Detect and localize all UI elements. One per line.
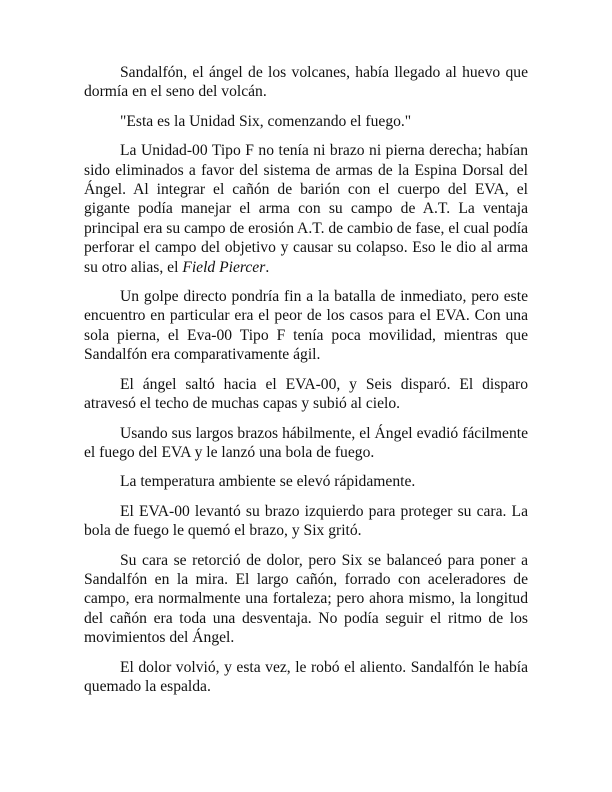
paragraph: Usando sus largos brazos hábilmente, el Ángel evadió fácilmente el fuego del EVA y le lanzó una bola de fuego. — [84, 424, 528, 461]
paragraph-text: La Unidad-00 Tipo F no tenía ni brazo ni pierna derecha; habían sido eliminados a favor del sistema de armas de la Espina Dorsal del Ángel. Al integrar el cañón de barión con el cuerpo del EVA, el gigante podía manejar el arma con su campo de A.T. La ventaja principal era su campo de erosión A.T. de cambio de fase, el cual podía perforar el campo del objetivo y causar su colapso. Eso le dio al arma su otro alias, el — [84, 142, 528, 276]
paragraph: El EVA-00 levantó su brazo izquierdo para proteger su cara. La bola de fuego le quemó el brazo, y Six gritó. — [84, 502, 528, 540]
paragraph: Sandalfón, el ángel de los volcanes, había llegado al huevo que dormía en el seno del volcán. — [84, 64, 528, 101]
italic-alias: Field Piercer — [182, 258, 266, 276]
document-page — [84, 63, 528, 706]
paragraph: El dolor volvió, y esta vez, le robó el aliento. Sandalfón le había quemado la espalda. — [84, 658, 528, 695]
paragraph — [84, 141, 528, 277]
paragraph: La temperatura ambiente se elevó rápidamente. — [120, 473, 416, 491]
paragraph: Su cara se retorció de dolor, pero Six se balanceó para poner a Sandalfón en la mira. El largo cañón, forrado con aceleradores de campo, era normalmente una fortaleza; pero ahora mismo, la longitud del cañón era toda una desventaja. No podía seguir el ritmo de los movimientos del Ángel. — [84, 551, 528, 647]
paragraph: El ángel saltó hacia el EVA-00, y Seis disparó. El disparo atravesó el techo de muchas capas y subió al cielo. — [84, 375, 528, 413]
paragraph: Un golpe directo pondría fin a la batalla de inmediato, pero este encuentro en particular era el peor de los casos para el EVA. Con una sola pierna, el Eva-00 Tipo F tenía poca movilidad, mientras que Sandalfón era comparativamente ágil. — [84, 288, 528, 364]
paragraph-end-punctuation: . — [265, 258, 270, 276]
paragraph: "Esta es la Unidad Six, comenzando el fuego." — [120, 112, 412, 130]
